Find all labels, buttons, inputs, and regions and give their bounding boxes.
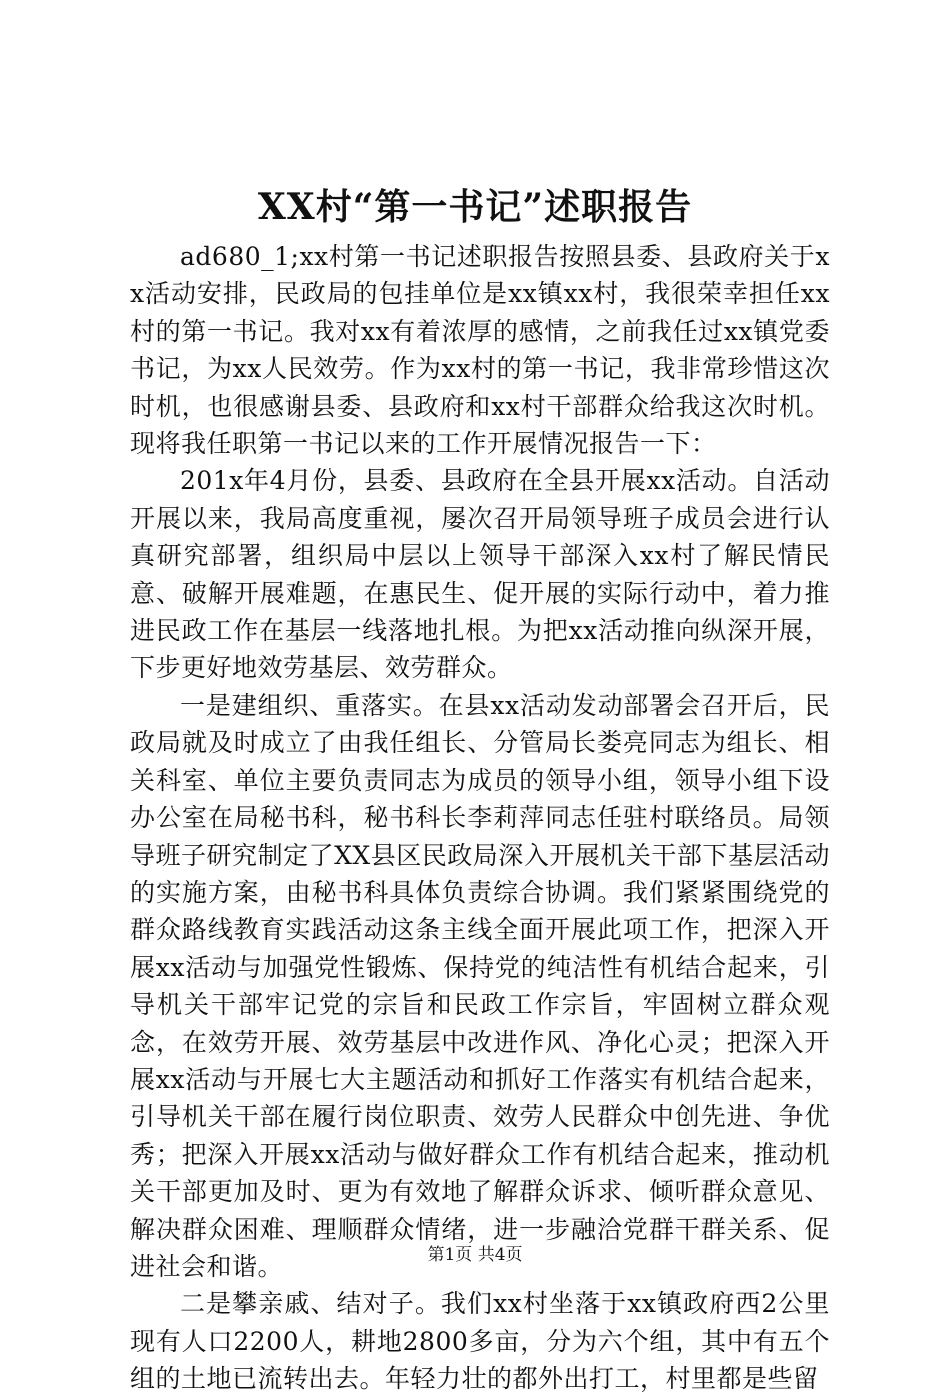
paragraph-pairing: 二是攀亲戚、结对子。我们xx村坐落于xx镇政府西2公里现有人口2200人，耕地2800多亩，分为六个组，其中有五个组的土地已流转出去。年轻力壮的都外出打工，村里都是些留	[130, 1289, 830, 1394]
document-title: XX村“第一书记”述职报告	[257, 186, 693, 228]
page-number-footer: 第1页 共4页	[427, 1245, 523, 1265]
paragraph-intro: ad680_1;xx村第一书记述职报告按照县委、县政府关于xx活动安排，民政局的包挂单位是xx镇xx村，我很荣幸担任xx村的第一书记。我对xx有着浓厚的感情，之前我任过xx镇党委书记，为xx人民效劳。作为xx村的第一书记，我非常珍惜这次时机，也很感谢县委、县政府和xx村干部群众给我这次时机。现将我任职第一书记以来的工作开展情况报告一下：	[130, 242, 830, 459]
document-body	[130, 238, 830, 1398]
paragraph-background: 201x年4月份，县委、县政府在全县开展xx活动。自活动开展以来，我局高度重视，屡次召开局领导班子成员会进行认真研究部署，组织局中层以上领导干部深入xx村了解民情民意、破解开展难题，在惠民生、促开展的实际行动中，着力推进民政工作在基层一线落地扎根。为把xx活动推向纵深开展，下步更好地效劳基层、效劳群众。	[130, 466, 830, 683]
paragraph-organization: 一是建组织、重落实。在县xx活动发动部署会召开后，民政局就及时成立了由我任组长、分管局长娄亮同志为组长、相关科室、单位主要负责同志为成员的领导小组，领导小组下设办公室在局秘书科，秘书科长李莉萍同志任驻村联络员。局领导班子研究制定了XX县区民政局深入开展机关干部下基层活动的实施方案，由秘书科具体负责综合协调。我们紧紧围绕党的群众路线教育实践活动这条主线全面开展此项工作，把深入开展xx活动与加强党性锻炼、保持党的纯洁性有机结合起来，引导机关干部牢记党的宗旨和民政工作宗旨，牢固树立群众观念，在效劳开展、效劳基层中改进作风、净化心灵；把深入开展xx活动与开展七大主题活动和抓好工作落实有机结合起来，引导机关干部在履行岗位职责、效劳人民群众中创先进、争优秀；把深入开展xx活动与做好群众工作有机结合起来，推动机关干部更加及时、更为有效地了解群众诉求、倾听群众意见、解决群众困难、理顺群众情绪，进一步融洽党群干群关系、促进社会和谐。	[130, 690, 830, 1281]
